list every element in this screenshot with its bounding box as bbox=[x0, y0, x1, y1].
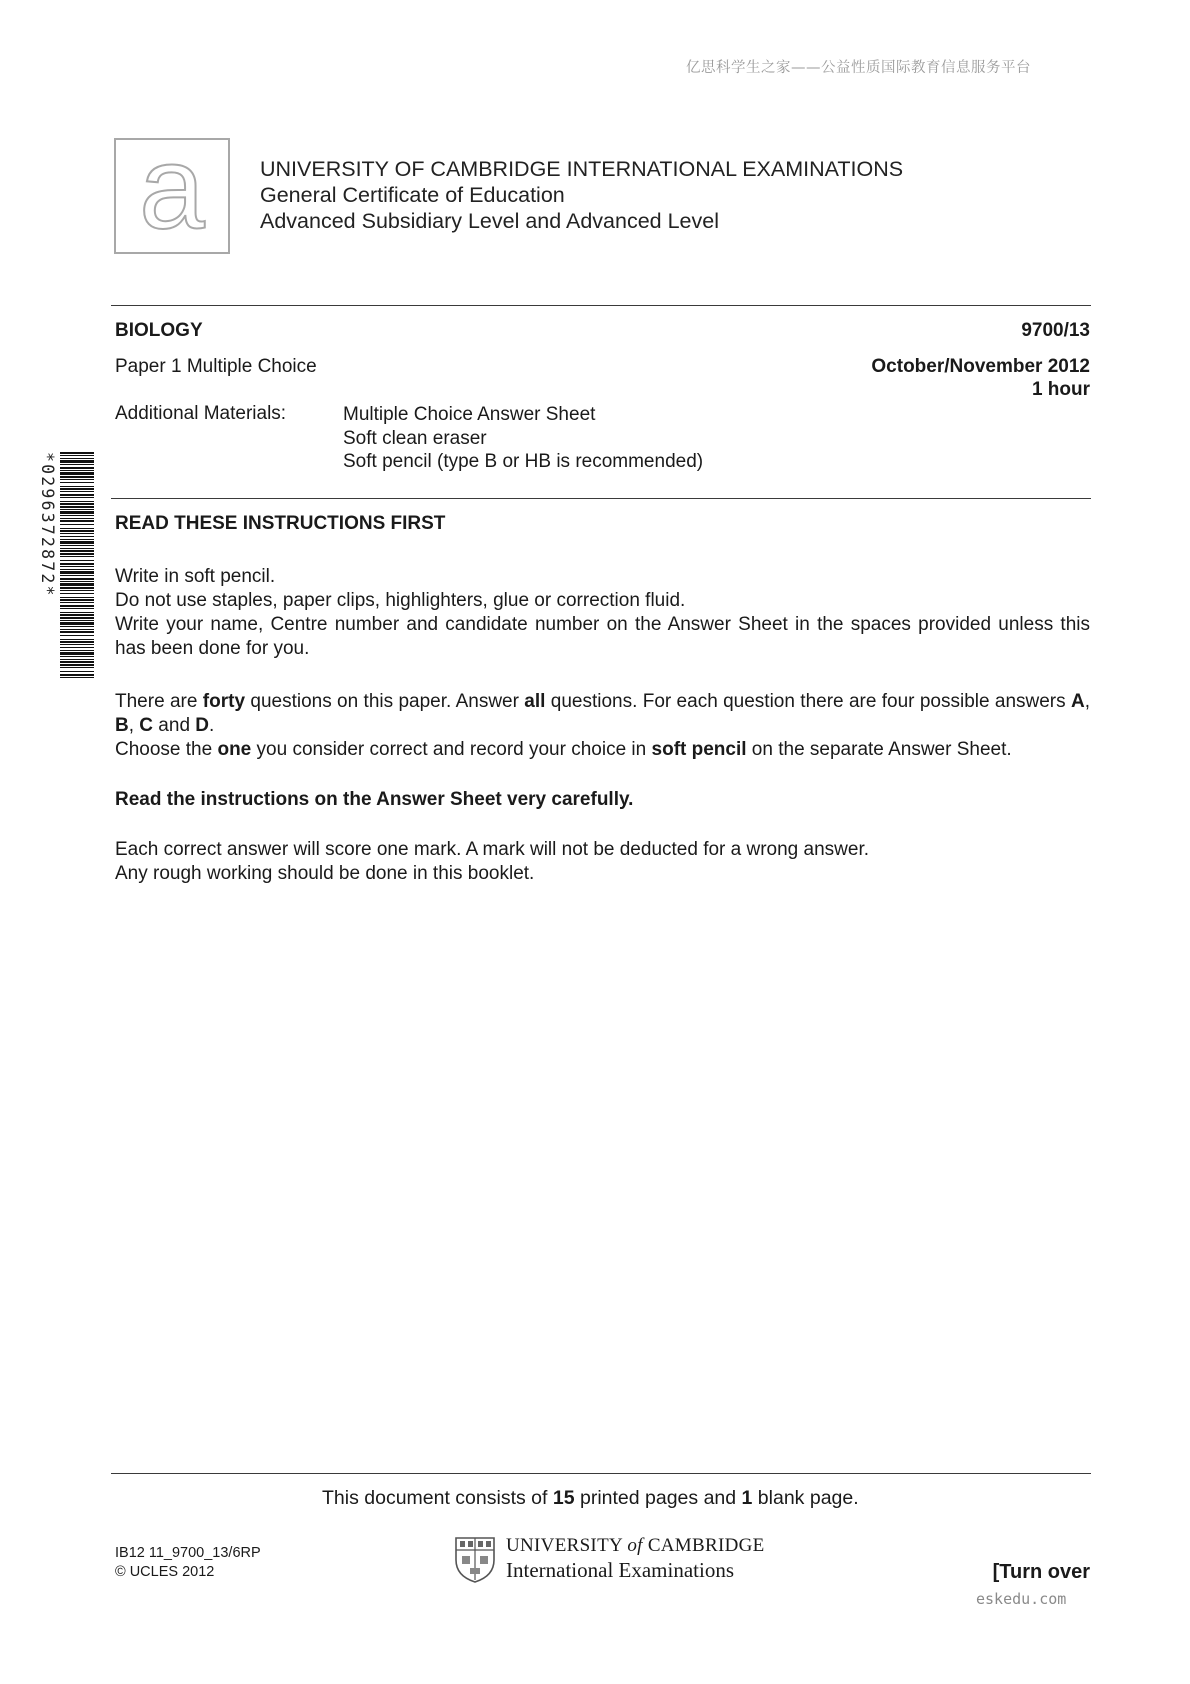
paper-name: Paper 1 Multiple Choice bbox=[115, 356, 317, 377]
barcode-bar bbox=[60, 506, 94, 508]
barcode-bar bbox=[60, 455, 94, 456]
barcode-bar bbox=[60, 545, 94, 546]
barcode-bar bbox=[60, 674, 94, 676]
instruction-line: Any rough working should be done in this booklet. bbox=[115, 863, 535, 884]
barcode-bar bbox=[60, 479, 94, 480]
barcode-bar bbox=[60, 631, 94, 633]
barcode-text: *0296372872* bbox=[38, 452, 57, 598]
cambridge-wordmark-line2: International Examinations bbox=[506, 1558, 735, 1582]
materials-label: Additional Materials: bbox=[115, 403, 287, 424]
barcode-bar bbox=[60, 550, 94, 552]
barcode-bar bbox=[60, 533, 94, 534]
barcode-bar bbox=[60, 575, 94, 576]
barcode-bar bbox=[60, 590, 94, 591]
material-item: Soft pencil (type B or HB is recommended) bbox=[343, 451, 704, 472]
site-watermark: eskedu.com bbox=[976, 1590, 1067, 1608]
barcode-bar bbox=[60, 659, 94, 660]
barcode-bar bbox=[60, 566, 94, 567]
barcode-bar bbox=[60, 612, 94, 613]
barcode-bar bbox=[60, 518, 94, 519]
barcode-bar bbox=[60, 530, 94, 532]
barcode-bar bbox=[60, 470, 94, 471]
divider-footer bbox=[111, 1473, 1091, 1474]
barcode-bar bbox=[60, 482, 94, 483]
barcode-bar bbox=[60, 639, 94, 640]
barcode-bar bbox=[60, 620, 94, 621]
barcode-bar bbox=[60, 671, 94, 672]
barcode-bar bbox=[60, 472, 94, 475]
barcode-bar bbox=[60, 593, 94, 594]
level-name: Advanced Subsidiary Level and Advanced Level bbox=[260, 209, 719, 233]
copyright: © UCLES 2012 bbox=[115, 1564, 215, 1580]
barcode-bar bbox=[60, 605, 94, 607]
barcode-bar bbox=[60, 661, 94, 663]
subject-title: BIOLOGY bbox=[115, 320, 203, 341]
barcode-bar bbox=[60, 626, 94, 627]
barcode-bar bbox=[60, 641, 94, 643]
barcode-bar bbox=[60, 622, 94, 625]
barcode-bar bbox=[60, 556, 94, 557]
paper-code: 9700/13 bbox=[1021, 320, 1090, 341]
instruction-line: Each correct answer will score one mark. A mark will not be deducted for a wrong answer. bbox=[115, 839, 870, 860]
barcode-bar bbox=[60, 464, 94, 465]
barcode-bar bbox=[60, 503, 94, 505]
barcode-bar bbox=[60, 664, 94, 666]
document-reference bbox=[115, 1544, 261, 1582]
barcode-bar bbox=[60, 467, 94, 469]
barcode-bar bbox=[60, 667, 94, 668]
institution-name: UNIVERSITY OF CAMBRIDGE INTERNATIONAL EXAMINATIONS bbox=[260, 157, 904, 181]
instruction-line: Write in soft pencil. bbox=[115, 566, 276, 587]
reference-code: IB12 11_9700_13/6RP bbox=[115, 1545, 261, 1561]
material-item: Multiple Choice Answer Sheet bbox=[343, 404, 596, 425]
barcode-bar bbox=[60, 677, 94, 678]
instructions-paragraph-1 bbox=[115, 565, 1090, 661]
barcode-bar bbox=[60, 635, 94, 636]
barcode-bar bbox=[60, 578, 94, 580]
barcode-bar bbox=[60, 560, 94, 561]
instruction-line: Write your name, Centre number and candidate number on the Answer Sheet in the spaces provided unless this has been done for you. bbox=[115, 614, 1090, 659]
barcode-bar bbox=[60, 476, 94, 478]
barcode-bar bbox=[60, 650, 94, 651]
turn-over: [Turn over bbox=[992, 1561, 1090, 1583]
barcode-bar bbox=[60, 581, 94, 582]
watermark-top-text: 亿思科学生之家——公益性质国际教育信息服务平台 bbox=[686, 60, 1031, 76]
barcode-bar bbox=[60, 583, 94, 586]
barcode-bar bbox=[60, 644, 94, 645]
barcode-bar bbox=[60, 652, 94, 655]
barcode-bar bbox=[60, 614, 94, 616]
barcode-bar bbox=[60, 488, 94, 490]
barcode-bar bbox=[60, 602, 94, 603]
barcode-bar bbox=[60, 509, 94, 510]
instruction-line: Do not use staples, paper clips, highlighters, glue or correction fluid. bbox=[115, 590, 686, 611]
instructions-paragraph-5 bbox=[115, 838, 1090, 886]
barcode-bar bbox=[60, 599, 94, 601]
barcode-bar bbox=[60, 629, 94, 630]
materials-list bbox=[343, 403, 703, 474]
logo-letter: a bbox=[139, 140, 205, 252]
barcode-bar bbox=[60, 501, 94, 502]
barcode-bar bbox=[60, 587, 94, 589]
barcode-bar bbox=[60, 553, 94, 555]
barcode-bar bbox=[60, 528, 94, 529]
barcode-bar bbox=[60, 541, 94, 544]
page-count-note: This document consists of 15 printed pages and 1 blank page. bbox=[322, 1487, 859, 1509]
barcode-bar bbox=[60, 497, 94, 498]
barcode bbox=[34, 452, 96, 680]
barcode-bar bbox=[60, 452, 94, 454]
certificate-name: General Certificate of Education bbox=[260, 183, 565, 207]
instructions-title: READ THESE INSTRUCTIONS FIRST bbox=[115, 513, 446, 534]
barcode-bar bbox=[60, 563, 94, 565]
barcode-bar bbox=[60, 656, 94, 657]
material-item: Soft clean eraser bbox=[343, 427, 487, 449]
instructions-answer-sheet-note: Read the instructions on the Answer Sheet very carefully. bbox=[115, 789, 634, 810]
divider-instructions bbox=[111, 498, 1091, 499]
exam-session: October/November 2012 bbox=[871, 356, 1090, 377]
barcode-bar bbox=[60, 486, 94, 487]
cambridge-wordmark-line1: UNIVERSITY of CAMBRIDGE bbox=[506, 1535, 765, 1556]
barcode-bar bbox=[60, 520, 94, 522]
barcode-bar bbox=[60, 597, 94, 598]
barcode-bar bbox=[60, 539, 94, 540]
barcode-bar bbox=[60, 511, 94, 514]
barcode-bar bbox=[60, 608, 94, 609]
barcode-bar bbox=[60, 494, 94, 496]
instructions-paragraph-3: Choose the one you consider correct and record your choice in soft pencil on the separate Answer Sheet. bbox=[115, 739, 1012, 760]
barcode-bar bbox=[60, 458, 94, 459]
barcode-bar bbox=[60, 569, 94, 570]
barcode-bar bbox=[60, 536, 94, 537]
exam-duration: 1 hour bbox=[1031, 379, 1090, 400]
divider-top bbox=[111, 305, 1091, 306]
barcode-bar bbox=[60, 571, 94, 574]
barcode-bar bbox=[60, 647, 94, 648]
barcode-bar bbox=[60, 491, 94, 492]
barcode-bar bbox=[60, 515, 94, 516]
instructions-paragraph-2: There are forty questions on this paper. Answer all questions. For each question there are four possible answers A, B, C and D. bbox=[115, 691, 1091, 736]
barcode-bar bbox=[60, 548, 94, 549]
cie-logo bbox=[114, 138, 230, 254]
barcode-bar bbox=[60, 460, 94, 463]
barcode-bar bbox=[60, 617, 94, 619]
cambridge-crest-icon bbox=[454, 1536, 496, 1584]
barcode-bar bbox=[60, 524, 94, 525]
